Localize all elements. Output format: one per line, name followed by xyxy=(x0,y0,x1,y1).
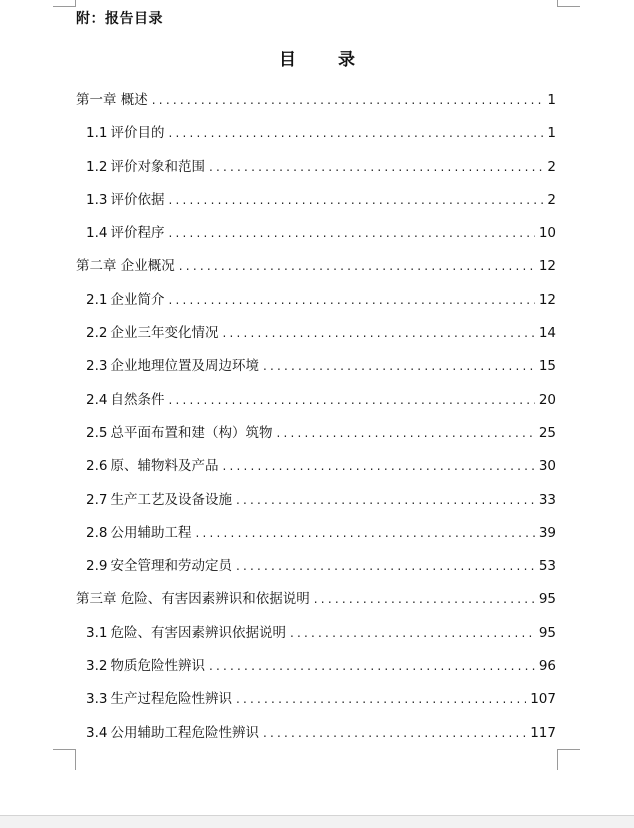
page-gap xyxy=(0,815,634,828)
appendix-title: 附：报告目录 xyxy=(76,11,163,27)
toc-section-entry[interactable] xyxy=(76,121,556,154)
toc-entry-title: 危险、有害因素辨识依据说明 xyxy=(110,624,286,641)
toc-entry-title: 第一章 概述 xyxy=(76,92,148,108)
toc-entry-number: 1.2 xyxy=(86,158,108,175)
toc-section-entry[interactable] xyxy=(76,288,556,321)
toc-entry-page-number: 14 xyxy=(538,325,556,342)
toc-dot-leader xyxy=(290,626,535,640)
toc-entry-number: 1.1 xyxy=(86,125,108,142)
toc-entry-title: 企业简介 xyxy=(110,291,165,308)
toc-entry-page-number: 39 xyxy=(538,524,556,541)
toc-entry-number: 3.3 xyxy=(86,691,108,708)
toc-entry-number: 2.7 xyxy=(86,491,108,508)
toc-entry-page-number: 20 xyxy=(538,391,556,408)
toc-entry-page-number: 10 xyxy=(538,225,556,242)
toc-section-entry[interactable] xyxy=(76,554,556,587)
toc-entry-number: 3.4 xyxy=(86,724,108,741)
crop-mark-top-right xyxy=(557,0,580,7)
toc-entry-title: 物质危险性辨识 xyxy=(110,658,205,675)
toc-dot-leader xyxy=(209,160,543,174)
crop-mark-bottom-right xyxy=(557,749,580,770)
toc-entry-number: 2.3 xyxy=(86,358,108,375)
toc-dot-leader xyxy=(168,293,534,307)
toc-entry-number: 3.1 xyxy=(86,624,108,641)
toc-entry-number: 2.8 xyxy=(86,524,108,541)
toc-section-entry[interactable] xyxy=(76,421,556,454)
toc-entry-page-number: 53 xyxy=(538,558,556,575)
toc-entry-title: 第三章 危险、有害因素辨识和依据说明 xyxy=(76,591,310,608)
toc-section-entry[interactable] xyxy=(76,321,556,354)
table-of-contents xyxy=(76,88,556,754)
toc-dot-leader xyxy=(168,393,534,407)
toc-entry-page-number: 2 xyxy=(547,158,556,175)
crop-mark-bottom-left xyxy=(53,749,76,770)
toc-entry-page-number: 12 xyxy=(538,258,556,275)
toc-entry-title: 原、辅物料及产品 xyxy=(110,458,219,475)
toc-entry-title: 公用辅助工程危险性辨识 xyxy=(110,724,259,741)
toc-entry-number: 2.4 xyxy=(86,391,108,408)
toc-section-entry[interactable] xyxy=(76,155,556,188)
toc-entry-title: 评价目的 xyxy=(110,125,165,142)
toc-dot-leader xyxy=(168,193,543,207)
toc-entry-page-number: 95 xyxy=(538,591,556,608)
toc-dot-leader xyxy=(263,359,535,373)
toc-entry-title: 总平面布置和建（构）筑物 xyxy=(110,424,273,441)
toc-dot-leader xyxy=(152,93,544,107)
toc-entry-number: 2.5 xyxy=(86,424,108,441)
toc-entry-title: 第二章 企业概况 xyxy=(76,258,175,275)
toc-entry-number: 1.4 xyxy=(86,225,108,242)
toc-entry-page-number: 96 xyxy=(538,658,556,675)
toc-entry-page-number: 15 xyxy=(538,358,556,375)
toc-title: 目 录 xyxy=(279,50,373,70)
toc-entry-title: 安全管理和劳动定员 xyxy=(110,558,232,575)
toc-section-entry[interactable] xyxy=(76,687,556,720)
toc-chapter-entry[interactable] xyxy=(76,254,556,287)
toc-section-entry[interactable] xyxy=(76,188,556,221)
toc-dot-leader xyxy=(263,726,526,740)
toc-entry-number: 1.3 xyxy=(86,191,108,208)
toc-dot-leader xyxy=(195,526,534,540)
toc-dot-leader xyxy=(222,459,534,473)
toc-dot-leader xyxy=(222,326,534,340)
toc-entry-number: 2.9 xyxy=(86,558,108,575)
toc-entry-number: 2.6 xyxy=(86,458,108,475)
toc-dot-leader xyxy=(168,126,543,140)
toc-entry-page-number: 1 xyxy=(547,125,556,142)
toc-chapter-entry[interactable] xyxy=(76,88,556,121)
toc-dot-leader xyxy=(236,559,535,573)
toc-entry-page-number: 117 xyxy=(530,724,556,741)
toc-dot-leader xyxy=(179,259,535,273)
toc-entry-title: 评价程序 xyxy=(110,225,165,242)
toc-section-entry[interactable] xyxy=(76,654,556,687)
toc-entry-page-number: 1 xyxy=(547,92,556,108)
toc-section-entry[interactable] xyxy=(76,221,556,254)
toc-section-entry[interactable] xyxy=(76,454,556,487)
toc-entry-title: 评价对象和范围 xyxy=(110,158,205,175)
toc-entry-title: 评价依据 xyxy=(110,191,165,208)
toc-section-entry[interactable] xyxy=(76,354,556,387)
toc-entry-title: 生产工艺及设备设施 xyxy=(110,491,232,508)
toc-entry-number: 3.2 xyxy=(86,658,108,675)
toc-chapter-entry[interactable] xyxy=(76,587,556,620)
toc-entry-page-number: 33 xyxy=(538,491,556,508)
crop-mark-top-left xyxy=(53,0,76,7)
toc-entry-page-number: 95 xyxy=(538,624,556,641)
toc-entry-page-number: 107 xyxy=(530,691,556,708)
toc-entry-page-number: 12 xyxy=(538,291,556,308)
toc-entry-title: 自然条件 xyxy=(110,391,165,408)
toc-section-entry[interactable] xyxy=(76,388,556,421)
toc-section-entry[interactable] xyxy=(76,621,556,654)
toc-entry-page-number: 2 xyxy=(547,191,556,208)
toc-entry-page-number: 25 xyxy=(538,424,556,441)
toc-entry-number: 2.2 xyxy=(86,325,108,342)
toc-dot-leader xyxy=(236,692,526,706)
toc-entry-page-number: 30 xyxy=(538,458,556,475)
toc-dot-leader xyxy=(236,493,535,507)
toc-section-entry[interactable] xyxy=(76,521,556,554)
toc-entry-title: 企业地理位置及周边环境 xyxy=(110,358,259,375)
toc-dot-leader xyxy=(276,426,534,440)
toc-dot-leader xyxy=(168,226,534,240)
toc-section-entry[interactable] xyxy=(76,721,556,754)
toc-dot-leader xyxy=(314,592,535,606)
toc-entry-title: 公用辅助工程 xyxy=(110,524,192,541)
toc-section-entry[interactable] xyxy=(76,488,556,521)
toc-dot-leader xyxy=(209,659,535,673)
toc-entry-title: 生产过程危险性辨识 xyxy=(110,691,232,708)
toc-entry-title: 企业三年变化情况 xyxy=(110,325,219,342)
toc-entry-number: 2.1 xyxy=(86,291,108,308)
